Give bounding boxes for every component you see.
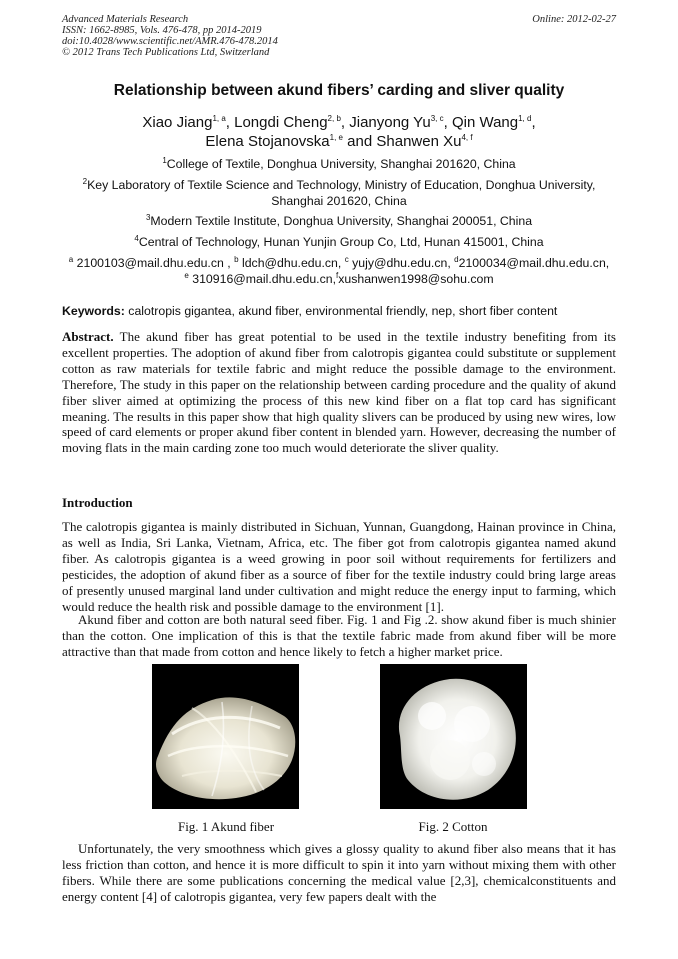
- affiliation-1: [62, 156, 616, 172]
- author-line-2: Elena Stojanovska$^{1, e}$ and Shanwen Xu$^{4, f}$: [205, 133, 473, 150]
- affiliation-3: [62, 213, 616, 229]
- abstract-label: Abstract.: [62, 329, 114, 344]
- affiliation-text: Key Laboratory of Textile Science and Technology, Ministry of Education, Donghua University, Shanghai 201620, China: [87, 178, 596, 208]
- author-name: Xiao Jiang: [142, 114, 213, 131]
- issn-line: ISSN: 1662-8985, Vols. 476-478, pp 2014-2019: [62, 25, 262, 36]
- section-heading-introduction: Introduction: [62, 495, 133, 510]
- author-sup: 2, b: [327, 114, 341, 123]
- author-name: Longdi Cheng: [234, 114, 328, 131]
- author-sup: 1, a: [212, 114, 226, 123]
- author-name: Shanwen Xu: [376, 133, 462, 150]
- copyright-line: © 2012 Trans Tech Publications Ltd, Switzerland: [62, 47, 270, 58]
- affiliation-2: [62, 177, 616, 209]
- intro-paragraph-2: Akund fiber and cotton are both natural seed fiber. Fig. 1 and Fig .2. show akund fiber is much shinier than the cotton. One implication of this is that the textile fabric made from akund fiber will be more attractive than that made from cotton and hence likely to fetch a higher market price.: [62, 612, 616, 659]
- intro-paragraph-1: The calotropis gigantea is mainly distributed in Sichuan, Yunnan, Guangdong, Hainan province in China, as well as India, Sri Lanka, Vietnam, Africa, etc. The fiber got from calotropis gigantea named akund fiber. As calotropis gigantea is a weed growing in poor soil without requirements for fertilizers and pesticides, the adoption of akund fiber as a source of fiber for the textile industry could bring large areas of presently unused marginal land under cultivation and might reduce the energy input to farming, which would reduce the health risk and possible damage to the environment [1].: [62, 519, 616, 614]
- intro-paragraph-3: Unfortunately, the very smoothness which gives a glossy quality to akund fiber also means that it has less friction than cotton, and hence it is more difficult to spin it into yarn without mixing them with other fibers. While there are some publications concerning the medical value [2,3], chemicalconstituents and energy content [4] of calotropis gigantea, very few papers dealt with the: [62, 841, 616, 904]
- paper-title: Relationship between akund fibers’ carding and sliver quality: [113, 82, 565, 99]
- author-name: Elena Stojanovska: [205, 133, 330, 150]
- email-line-1: [62, 255, 616, 271]
- cotton-photo: [380, 664, 527, 809]
- author-sup: 4, f: [461, 133, 473, 142]
- email-sup: f: [336, 270, 339, 280]
- affiliation-sup: 1: [162, 155, 167, 165]
- email[interactable]: ldch@dhu.edu.cn,: [241, 256, 342, 270]
- affiliation-4: [62, 234, 616, 250]
- akund-fiber-photo: [152, 664, 299, 809]
- keywords: [62, 304, 616, 318]
- email[interactable]: 2100034@mail.dhu.edu.cn,: [458, 256, 610, 270]
- affiliation-text: Modern Textile Institute, Donghua University, Shanghai 200051, China: [150, 214, 533, 228]
- journal-name: Advanced Materials Research: [62, 14, 189, 25]
- email[interactable]: xushanwen1998@sohu.com: [338, 272, 494, 286]
- author-sup: 1, d: [518, 114, 532, 123]
- doi-line: doi:10.4028/www.scientific.net/AMR.476-478.2014: [62, 36, 278, 47]
- affiliation-sup: 4: [134, 233, 139, 243]
- email-sup: e: [184, 270, 189, 280]
- author-sup: 3, c: [430, 114, 444, 123]
- email-sup: b: [234, 254, 239, 264]
- email-sup: a: [68, 254, 74, 264]
- abstract-text: The akund fiber has great potential to be used in the textile industry benefiting from its excellent properties. The adoption of akund fiber from calotropis gigantea could substitute or supplement cotton as raw materials for textile fabric and might reduce the possible damage to the environment. Therefore, The study in this paper on the relationship between carding procedure and the quality of akund fiber sliver aimed at optimizing the process of this new kind fiber on a flat top card has significant meaning. The results in this paper show that high quality slivers can be produced by using new wires, low speed of card elements or proper akund fiber content in blended yarn. However, decreasing the number of moving flats in the main carding zone too much would deteriorate the sliver quality.: [62, 329, 616, 456]
- affiliation-sup: 3: [145, 212, 151, 222]
- abstract: [62, 329, 616, 456]
- journal-header: [62, 14, 616, 58]
- figure-2-cotton-image: [380, 664, 527, 809]
- email[interactable]: yujy@dhu.edu.cn,: [352, 256, 451, 270]
- email-sup: d: [454, 254, 459, 264]
- author-name: Qin Wang: [451, 114, 519, 131]
- keywords-label: Keywords:: [62, 304, 125, 318]
- author-name: Jianyong Yu: [349, 114, 431, 131]
- figure-1-akund-fiber-image: [152, 664, 299, 809]
- keywords-text: calotropis gigantea, akund fiber, environmental friendly, nep, short fiber content: [128, 304, 558, 318]
- figure-2-caption: Fig. 2 Cotton: [418, 819, 488, 834]
- email-line-2: [62, 271, 616, 287]
- email[interactable]: 310916@mail.dhu.edu.cn,: [192, 272, 336, 286]
- author-sup: 1, e: [329, 133, 343, 142]
- affiliation-sup: 2: [82, 176, 88, 186]
- affiliation-text: College of Textile, Donghua University, Shanghai 201620, China: [166, 157, 516, 171]
- author-line-1: Xiao Jiang$^{1, a}$, Longdi Cheng$^{2, b}$, Jianyong Yu$^{3, c}$, Qin Wang$^{1, d}$,: [142, 114, 536, 131]
- figure-1-caption: Fig. 1 Akund fiber: [177, 819, 275, 834]
- email[interactable]: 2100103@mail.dhu.edu.cn ,: [76, 256, 231, 270]
- affiliation-text: Central of Technology, Hunan Yunjin Group Co, Ltd, Hunan 415001, China: [138, 235, 544, 249]
- online-date: Online: 2012-02-27: [532, 14, 616, 25]
- email-sup: c: [344, 254, 349, 264]
